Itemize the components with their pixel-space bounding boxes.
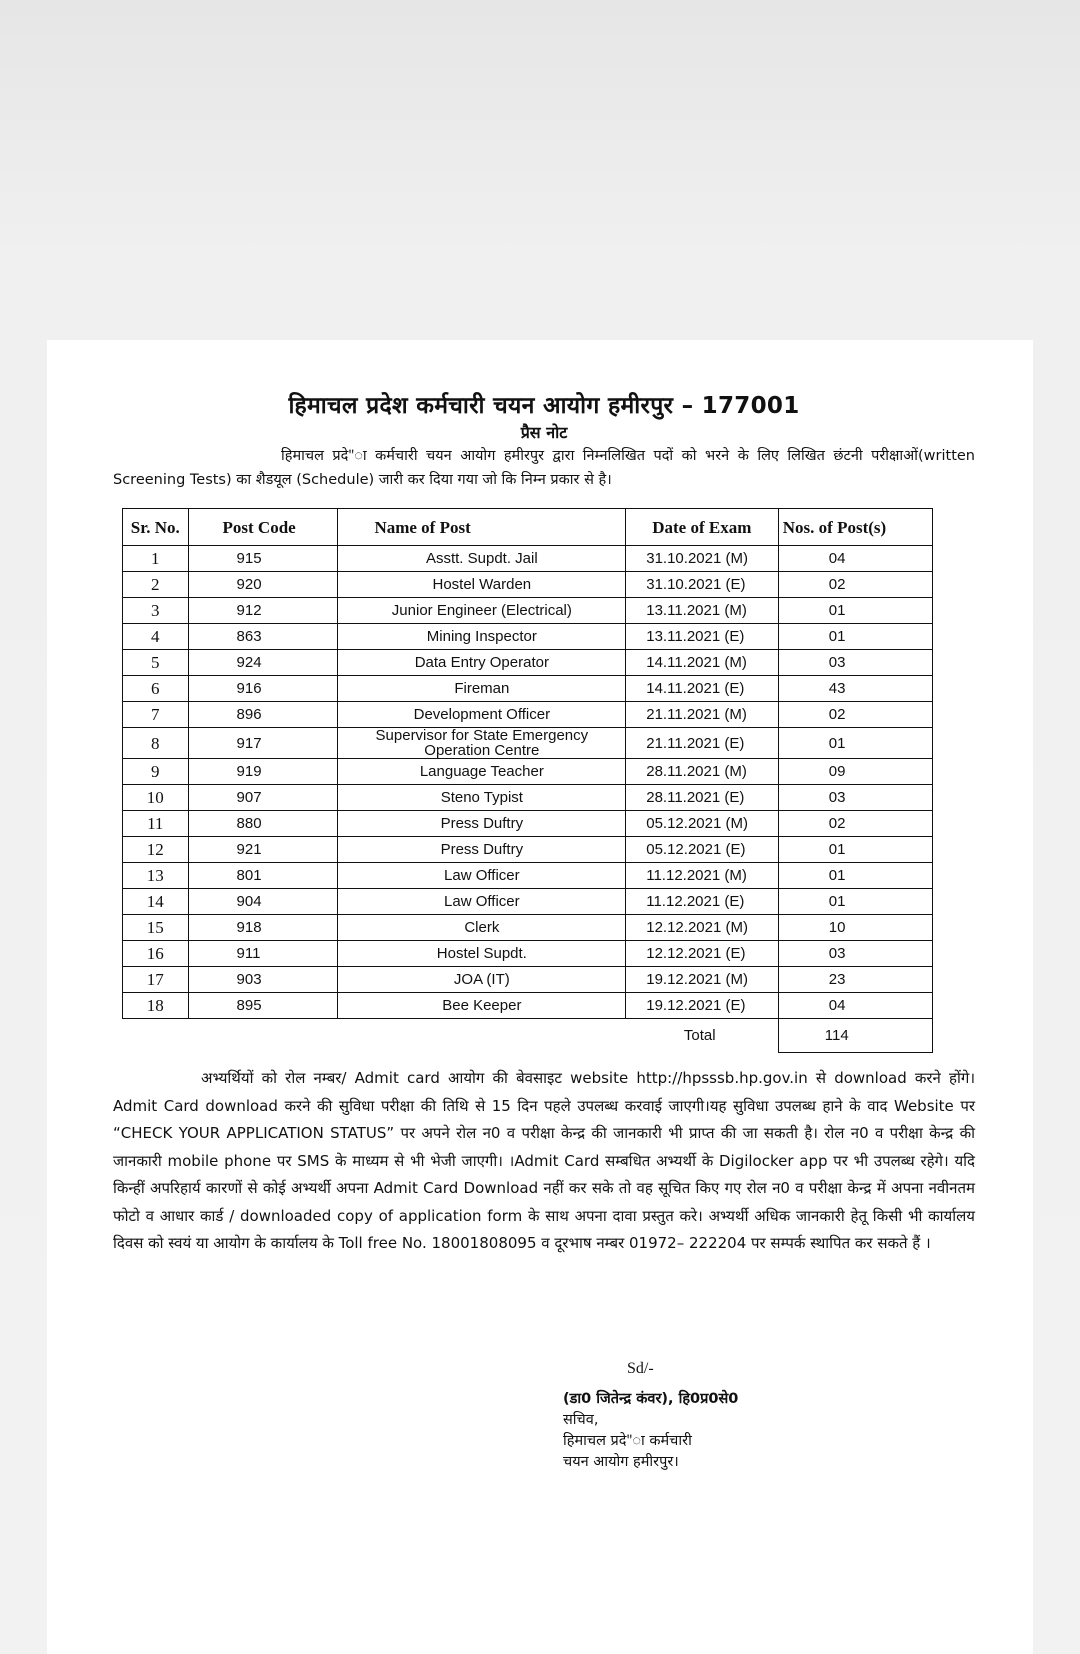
total-row [123,1019,933,1053]
cell-post-name: Bee Keeper [338,993,626,1019]
exam-schedule-table [122,508,933,1053]
table-row [123,759,933,785]
table-row [123,967,933,993]
cell-post-code: 895 [188,993,338,1019]
table-row [123,863,933,889]
cell-post-name: Data Entry Operator [338,650,626,676]
cell-post-count: 04 [778,993,932,1019]
cell-exam-date: 12.12.2021 (M) [626,915,779,941]
cell-post-name: Law Officer [338,889,626,915]
cell-exam-date: 21.11.2021 (M) [626,702,779,728]
cell-post-code: 911 [188,941,338,967]
table-row [123,837,933,863]
cell-post-count: 03 [778,785,932,811]
cell-post-name: Press Duftry [338,811,626,837]
cell-post-count: 02 [778,702,932,728]
cell-post-code: 801 [188,863,338,889]
table-row [123,676,933,702]
cell-post-name: Hostel Supdt. [338,941,626,967]
cell-post-name: Fireman [338,676,626,702]
cell-post-code: 912 [188,598,338,624]
press-note-document [47,340,1033,1654]
table-row [123,546,933,572]
cell-exam-date: 31.10.2021 (M) [626,546,779,572]
cell-post-count: 03 [778,941,932,967]
signatory-name: (डा0 जितेन्द्र कंवर), हि0प्र0से0 [563,1391,739,1407]
table-row [123,915,933,941]
table-row [123,728,933,759]
cell-post-name: Press Duftry [338,837,626,863]
cell-post-count: 03 [778,650,932,676]
cell-post-code: 918 [188,915,338,941]
cell-sr-no: 18 [123,993,189,1019]
cell-post-count: 10 [778,915,932,941]
instructions-paragraph: अभ्यर्थियों को रोल नम्बर/ Admit card आयोग की बेवसाइट website http://hpsssb.hp.gov.in से download करने होंगे। Admit Card download करने की सुविधा परीक्षा की तिथि से 15 दिन पहले उपलब्ध करवाई जाएगी।यह सुविधा उपलब्ध हाने के वाद Website पर “CHECK YOUR APPLICATION STATUS” पर अपने रोल न0 व परीक्षा केन्द्र की जानकारी भी प्राप्त की जा सकती है। रोल न0 व परीक्षा केन्द्र की जानकारी mobile phone पर SMS के माध्यम से भी भेजी जाएगी। ।Admit Card सम्बधित अभ्यर्थी के Digilocker app पर भी उपलब्ध रहेगे। यदि किन्हीं अपरिहार्य कारणों से कोई अभ्यर्थी अपना Admit Card Download नहीं कर सके तो वह सूचित किए गए रोल न0 व परीक्षा केन्द्र में अपना नवीनतम फोटो व आधार कार्ड / downloaded copy of application form के साथ अपना दावा प्रस्तुत करे। अभ्यर्थी अधिक जानकारी हेतू किसी भी कार्यालय दिवस को स्वयं या आयोग के कार्यालय के Toll free No. 18001808095 व दूरभाष नम्बर 01972– 222204 पर सम्पर्क स्थापित कर सकते हैं । [113,1069,975,1252]
total-spacer [123,1019,189,1053]
cell-post-count: 02 [778,811,932,837]
cell-exam-date: 19.12.2021 (M) [626,967,779,993]
cell-post-code: 919 [188,759,338,785]
cell-post-name: Language Teacher [338,759,626,785]
cell-post-count: 01 [778,728,932,759]
cell-post-count: 09 [778,759,932,785]
cell-sr-no: 9 [123,759,189,785]
cell-sr-no: 6 [123,676,189,702]
signatory-designation: सचिव, [563,1412,599,1428]
cell-sr-no: 15 [123,915,189,941]
cell-post-code: 917 [188,728,338,759]
cell-sr-no: 12 [123,837,189,863]
cell-post-name: Hostel Warden [338,572,626,598]
cell-post-name: Development Officer [338,702,626,728]
cell-post-code: 916 [188,676,338,702]
header-date-of-exam: Date of Exam [626,509,779,546]
cell-post-code: 921 [188,837,338,863]
cell-post-count: 43 [778,676,932,702]
cell-post-count: 04 [778,546,932,572]
table-row [123,572,933,598]
header-sr-no: Sr. No. [123,509,189,546]
cell-post-code: 920 [188,572,338,598]
cell-sr-no: 1 [123,546,189,572]
cell-post-code: 904 [188,889,338,915]
cell-sr-no: 2 [123,572,189,598]
header-name-of-post: Name of Post [338,509,626,546]
table-row [123,993,933,1019]
cell-post-name: Clerk [338,915,626,941]
table-row [123,702,933,728]
cell-exam-date: 05.12.2021 (E) [626,837,779,863]
signature-sd: Sd/- [627,1360,654,1377]
cell-post-count: 01 [778,863,932,889]
cell-post-count: 01 [778,837,932,863]
cell-sr-no: 14 [123,889,189,915]
cell-post-code: 907 [188,785,338,811]
table-row [123,941,933,967]
cell-sr-no: 10 [123,785,189,811]
cell-exam-date: 31.10.2021 (E) [626,572,779,598]
cell-sr-no: 8 [123,728,189,759]
cell-exam-date: 19.12.2021 (E) [626,993,779,1019]
table-row [123,624,933,650]
table-row [123,598,933,624]
cell-exam-date: 12.12.2021 (E) [626,941,779,967]
document-content [113,390,975,1258]
cell-post-code: 903 [188,967,338,993]
cell-post-name: Steno Typist [338,785,626,811]
cell-post-name: Law Officer [338,863,626,889]
cell-post-code: 880 [188,811,338,837]
table-row [123,811,933,837]
intro-paragraph: हिमाचल प्रदे"ा कर्मचारी चयन आयोग हमीरपुर द्वारा निम्नलिखित पदों को भरने के लिए लिखित छंटनी परीक्षाओं(written Screening Tests) का शैडयूल (Schedule) जारी कर दिया गया जो कि निम्न प्रकार से है। [113,448,975,488]
cell-exam-date: 28.11.2021 (M) [626,759,779,785]
cell-exam-date: 14.11.2021 (E) [626,676,779,702]
cell-post-count: 01 [778,624,932,650]
cell-post-code: 896 [188,702,338,728]
header-nos-of-posts: Nos. of Post(s) [778,509,932,546]
table-header-row [123,509,933,546]
table-row [123,889,933,915]
cell-exam-date: 05.12.2021 (M) [626,811,779,837]
cell-sr-no: 7 [123,702,189,728]
cell-post-name: Junior Engineer (Electrical) [338,598,626,624]
cell-post-code: 915 [188,546,338,572]
header-post-code: Post Code [188,509,338,546]
cell-exam-date: 14.11.2021 (M) [626,650,779,676]
cell-sr-no: 3 [123,598,189,624]
total-value: 114 [778,1019,932,1053]
cell-post-count: 23 [778,967,932,993]
total-spacer [338,1019,626,1053]
cell-post-name: Mining Inspector [338,624,626,650]
total-spacer [188,1019,338,1053]
cell-exam-date: 13.11.2021 (M) [626,598,779,624]
cell-post-code: 863 [188,624,338,650]
cell-sr-no: 17 [123,967,189,993]
document-subtitle: प्रैस नोट [520,423,568,442]
cell-post-count: 01 [778,598,932,624]
table-row [123,650,933,676]
cell-post-code: 924 [188,650,338,676]
cell-post-name: JOA (IT) [338,967,626,993]
signatory-org-line-2: चयन आयोग हमीरपुर। [563,1454,679,1470]
table-body [123,546,933,1019]
signature-block [563,1358,863,1473]
signatory-org-line-1: हिमाचल प्रदे"ा कर्मचारी [563,1433,692,1449]
cell-exam-date: 28.11.2021 (E) [626,785,779,811]
cell-exam-date: 21.11.2021 (E) [626,728,779,759]
cell-post-name: Supervisor for State Emergency Operation Centre [338,728,626,759]
cell-post-count: 02 [778,572,932,598]
cell-exam-date: 13.11.2021 (E) [626,624,779,650]
document-title: हिमाचल प्रदेश कर्मचारी चयन आयोग हमीरपुर – 177001 [288,393,800,419]
cell-exam-date: 11.12.2021 (E) [626,889,779,915]
cell-post-count: 01 [778,889,932,915]
cell-post-name: Asstt. Supdt. Jail [338,546,626,572]
cell-sr-no: 11 [123,811,189,837]
total-label: Total [683,1027,716,1045]
cell-sr-no: 13 [123,863,189,889]
table-row [123,785,933,811]
cell-exam-date: 11.12.2021 (M) [626,863,779,889]
cell-sr-no: 4 [123,624,189,650]
cell-sr-no: 5 [123,650,189,676]
cell-sr-no: 16 [123,941,189,967]
